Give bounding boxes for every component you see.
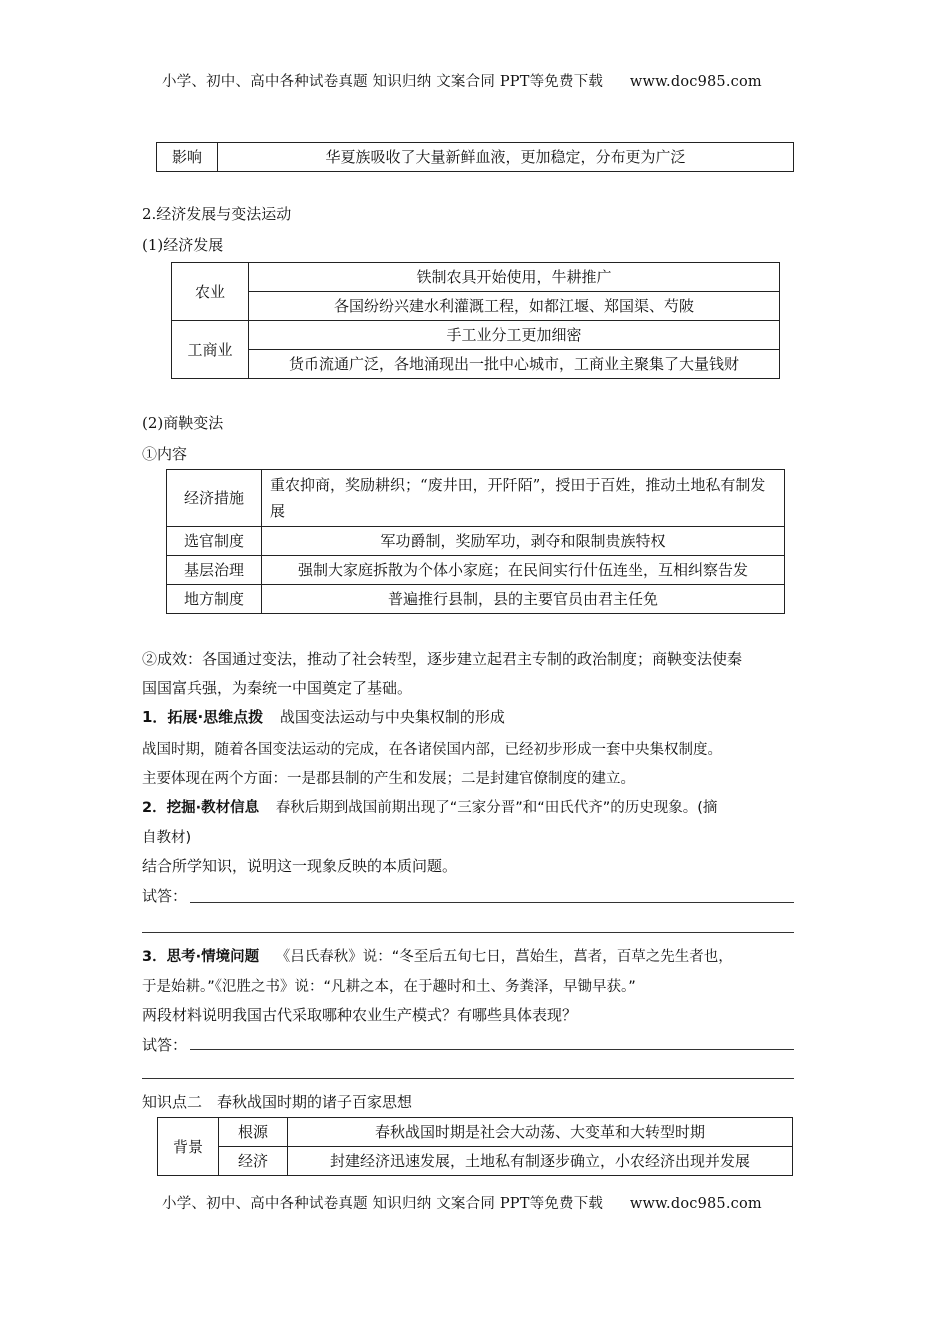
item3-num: 3． [142, 949, 167, 965]
kp2-econ-text: 封建经济迅速发展，土地私有制逐步确立，小农经济出现并发展 [288, 1147, 793, 1176]
item3-answer-label: 试答： [142, 1036, 188, 1054]
section2-title: 2.经济发展与变法运动 [142, 205, 292, 223]
kp2-bg-label: 背景 [158, 1118, 219, 1176]
reform-row1-label: 经济措施 [167, 470, 262, 527]
reform-row3-label: 基层治理 [167, 556, 262, 585]
item2-tag: 挖掘·教材信息 [166, 800, 260, 816]
item3-tag: 思考·情境问题 [166, 949, 260, 965]
item3-answer-line2[interactable] [142, 1078, 794, 1079]
page-footer [162, 1192, 762, 1213]
industry-row2: 货币流通广泛，各地涌现出一批中心城市，工商业主聚集了大量钱财 [249, 350, 780, 379]
kp2-table [157, 1117, 793, 1176]
reform-row2-label: 选官制度 [167, 527, 262, 556]
reform-row4-text: 普遍推行县制，县的主要官员由君主任免 [262, 585, 785, 614]
item1-line2: 主要体现在两个方面：一是郡县制的产生和发展；二是封建官僚制度的建立。 [142, 771, 635, 787]
item2-heading [142, 796, 717, 817]
kp2-econ-label: 经济 [219, 1147, 288, 1176]
page-header [162, 70, 762, 91]
result-line2: 国国富兵强，为秦统一中国奠定了基础。 [142, 679, 413, 697]
reform-table [166, 469, 785, 614]
header-text: 小学、初中、高中各种试卷真题 知识归纳 文案合同 PPT等免费下载 [162, 74, 604, 90]
agri-label: 农业 [172, 263, 249, 321]
item2-line1: 春秋后期到战国前期出现了“三家分晋”和“田氏代齐”的历史现象。(摘 [275, 800, 718, 816]
item1-line1: 战国时期，随着各国变法运动的完成，在各诸侯国内部，已经初步形成一套中央集权制度。 [142, 742, 722, 758]
reform-row1-text: 重农抑商，奖励耕织；“废井田，开阡陌”，授田于百姓，推动土地私有制发展 [262, 470, 785, 527]
item3-line2: 于是始耕。”《氾胜之书》说：“凡耕之本，在于趣时和土、务粪泽，早锄早获。” [142, 979, 636, 995]
section2-sub1: (1)经济发展 [142, 236, 224, 254]
footer-text: 小学、初中、高中各种试卷真题 知识归纳 文案合同 PPT等免费下载 [162, 1196, 604, 1212]
item1-heading [142, 706, 505, 727]
item2-answer-label: 试答： [142, 887, 188, 905]
reform-row2-text: 军功爵制，奖励军功，剥夺和限制贵族特权 [262, 527, 785, 556]
item2-answer-line1[interactable] [190, 902, 794, 903]
kp2-title: 知识点二 春秋战国时期的诸子百家思想 [142, 1093, 413, 1111]
item2-answer-line2[interactable] [142, 932, 794, 933]
item1-title: 战国变法运动与中央集权制的形成 [279, 708, 505, 726]
result-line1: ②成效：各国通过变法，推动了社会转型，逐步建立起君主专制的政治制度；商鞅变法使秦 [142, 650, 743, 668]
industry-label: 工商业 [172, 321, 249, 379]
item3-answer-line1[interactable] [190, 1049, 794, 1050]
item1-tag: 拓展·思维点拨 [167, 708, 264, 726]
industry-row1: 手工业分工更加细密 [249, 321, 780, 350]
item2-line2: 自教材) [142, 830, 192, 846]
item2-num: 2． [142, 800, 167, 816]
agri-row2: 各国纷纷兴建水利灌溉工程，如都江堰、郑国渠、芍陂 [249, 292, 780, 321]
influence-table [156, 142, 794, 172]
item1-num: 1． [142, 708, 168, 726]
reform-row4-label: 地方制度 [167, 585, 262, 614]
kp2-root-text: 春秋战国时期是社会大动荡、大变革和大转型时期 [288, 1118, 793, 1147]
header-site: www.doc985.com [629, 74, 762, 90]
item3-question: 两段材料说明我国古代采取哪种农业生产模式？有哪些具体表现？ [142, 1006, 578, 1024]
economy-table [171, 262, 780, 379]
agri-row1: 铁制农具开始使用，牛耕推广 [249, 263, 780, 292]
footer-site: www.doc985.com [629, 1196, 762, 1212]
reform-row3-text: 强制大家庭拆散为个体小家庭；在民间实行什伍连坐，互相纠察告发 [262, 556, 785, 585]
influence-label: 影响 [157, 143, 218, 172]
influence-content: 华夏族吸收了大量新鲜血液，更加稳定，分布更为广泛 [218, 143, 794, 172]
item3-line1: 《吕氏春秋》说：“冬至后五旬七日，菖始生，菖者，百草之先生者也， [275, 949, 733, 965]
item2-question: 结合所学知识，说明这一现象反映的本质问题。 [142, 857, 458, 875]
section2-sub2: (2)商鞅变法 [142, 414, 224, 432]
kp2-root-label: 根源 [219, 1118, 288, 1147]
item3-heading [142, 945, 733, 966]
content-title: ①内容 [142, 445, 188, 463]
